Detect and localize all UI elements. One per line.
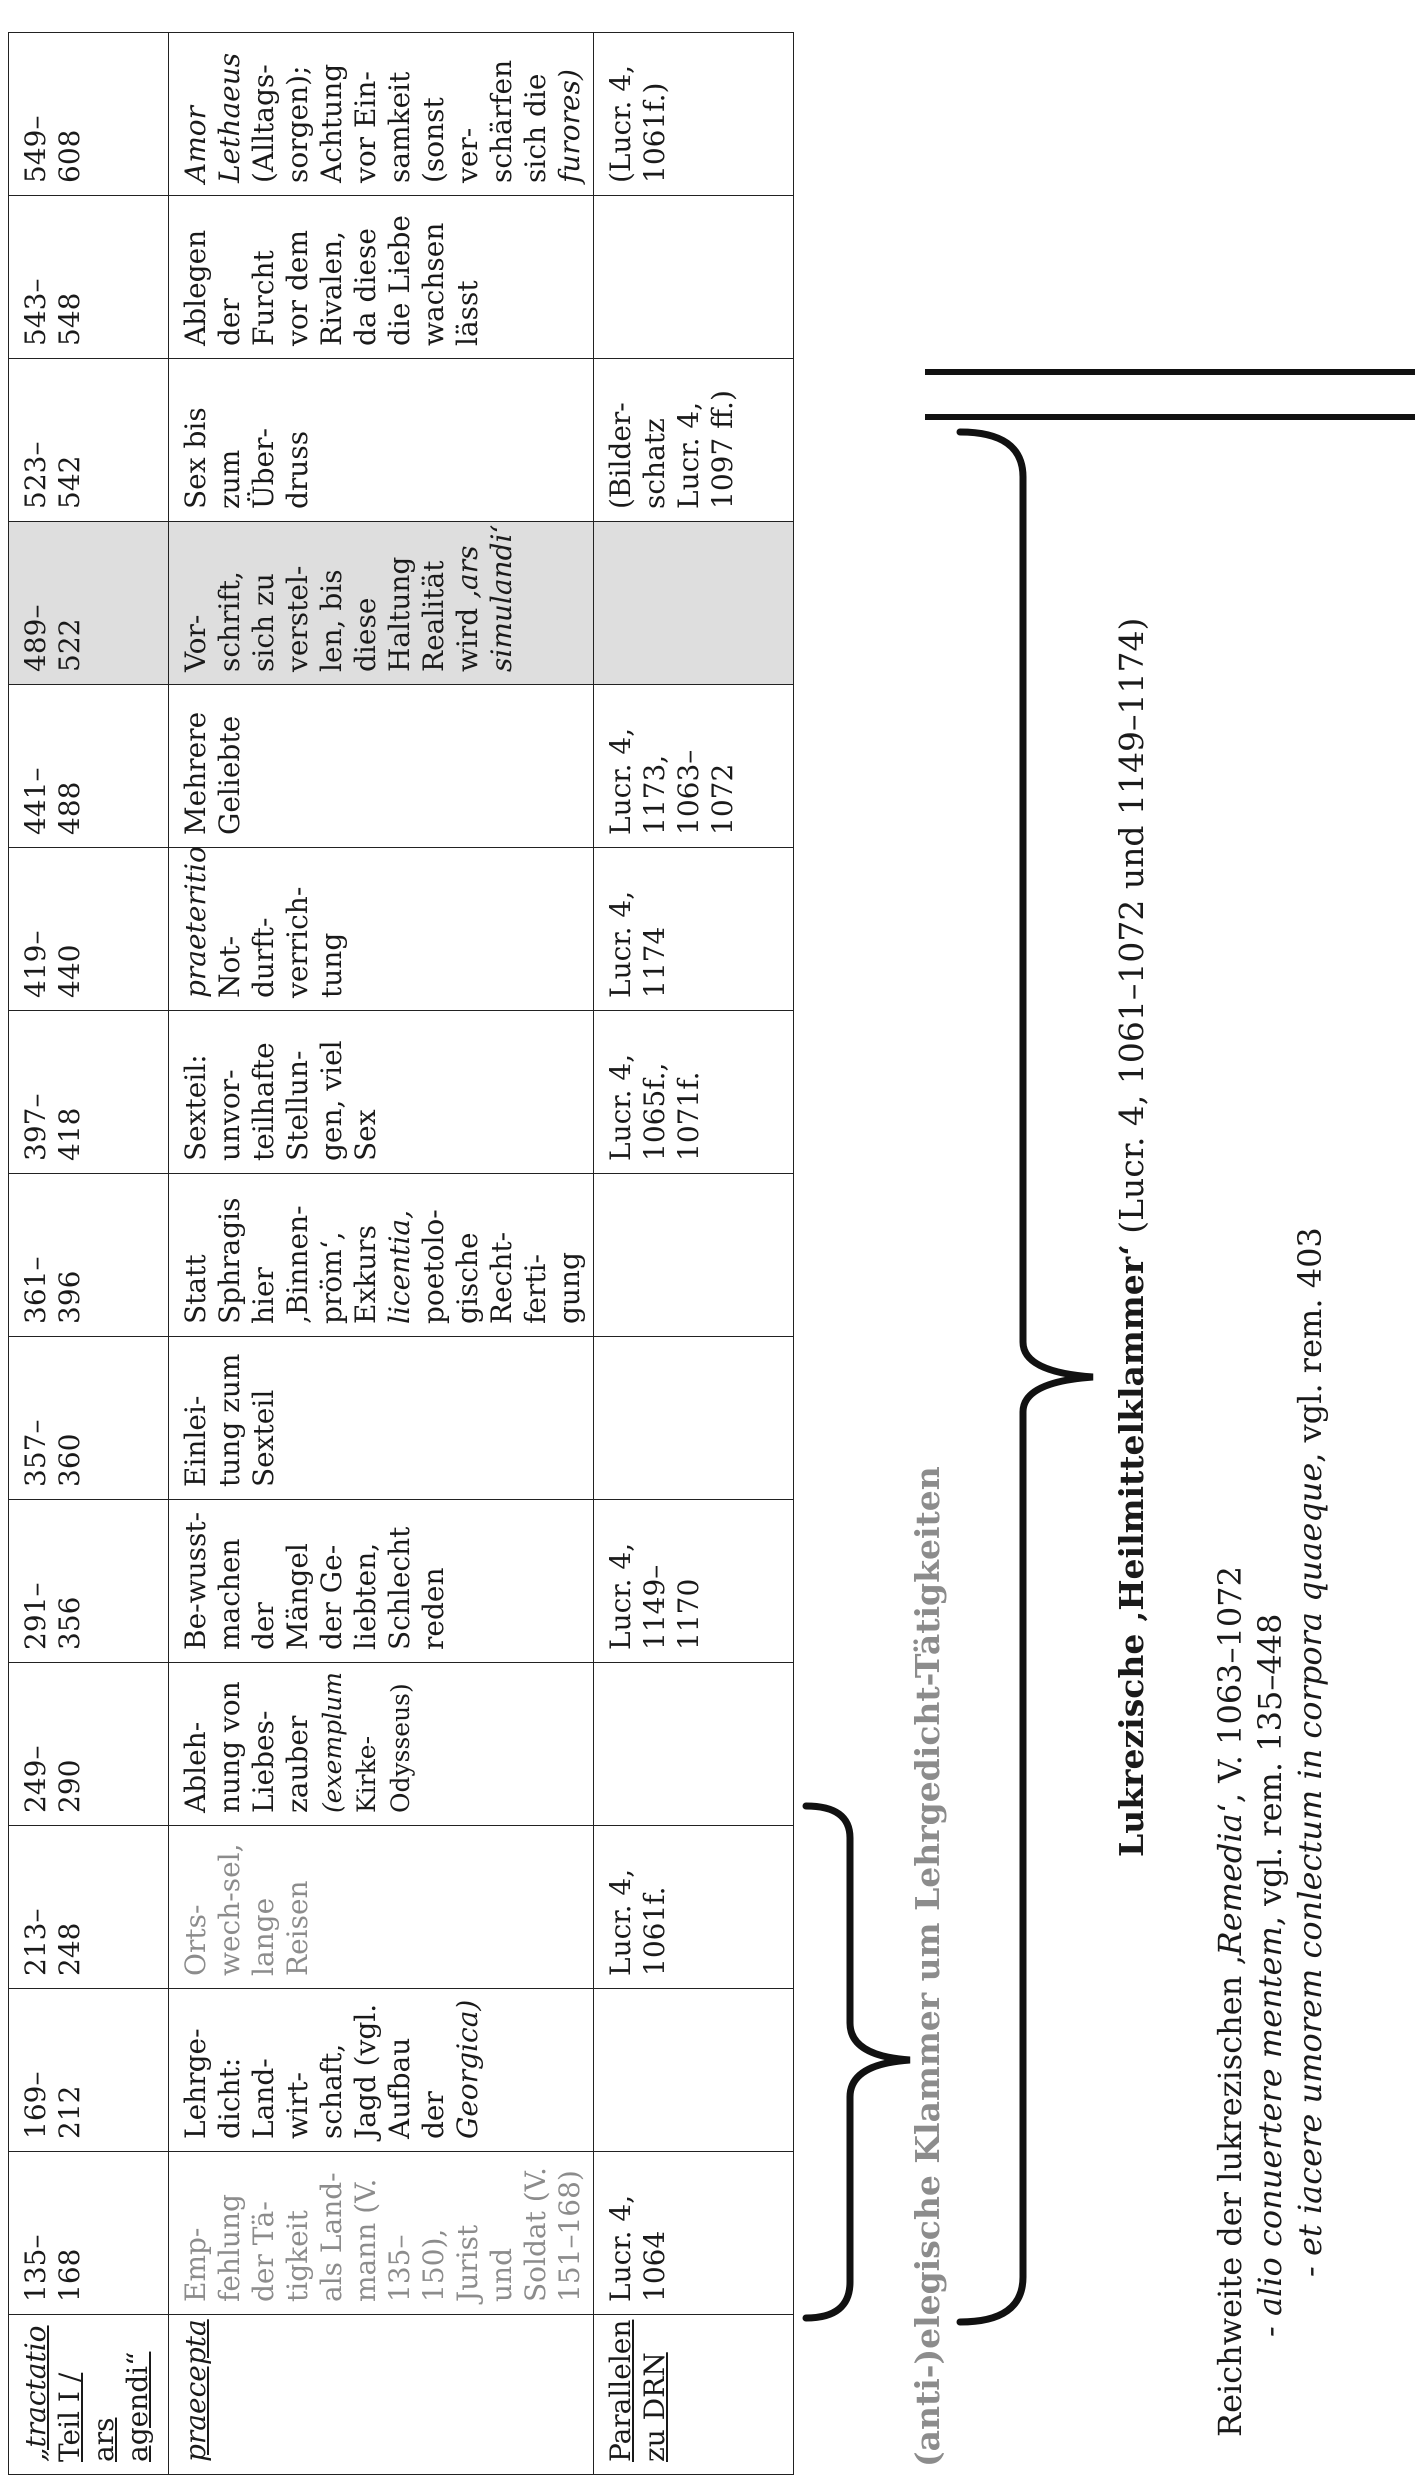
verse-cell: 135– 168: [9, 2152, 169, 2315]
verse-cell: 543– 548: [9, 196, 169, 359]
praecepta-cell: Ableh-nung von Liebes-zauber (exemplum Kirke-Odysseus): [169, 1663, 594, 1826]
parallelen-row: [594, 33, 794, 2475]
parallel-cell: [594, 1663, 794, 1826]
double-rule-line: [925, 414, 1415, 420]
praecepta-cell: Einlei-tung zum Sexteil: [169, 1337, 594, 1500]
lucretian-label-bold: Lukrezische ‚Heilmittelklammer‘: [1112, 1244, 1151, 1857]
double-rule-line: [925, 369, 1415, 375]
praecepta-cell: Amor Lethaeus (Alltags-sorgen); Achtung vor Ein-samkeit (sonst ver-schärfen sich die furores): [169, 33, 594, 196]
verse-cell: 213– 248: [9, 1826, 169, 1989]
praecepta-cell: Sex bis zum Über-druss: [169, 359, 594, 522]
verse-cell: 441– 488: [9, 685, 169, 848]
praecepta-cell: Statt Sphragis hier ‚Binnen-pröm‘, Exkurs licentia, poetolo-gische Recht-ferti-gung: [169, 1174, 594, 1337]
parallel-cell: Lucr. 4, 1064: [594, 2152, 794, 2315]
anti-elegiac-brace: [800, 1802, 920, 2322]
praecepta-cell: Ablegen der Furcht vor dem Rivalen, da diese die Liebe wachsen lässt: [169, 196, 594, 359]
parallel-cell-shaded: [594, 522, 794, 685]
verse-cell: 361– 396: [9, 1174, 169, 1337]
parallel-cell: [594, 196, 794, 359]
verse-cell: 249– 290: [9, 1663, 169, 1826]
praecepta-cell: Sexteil: unvor-teilhafte Stellun-gen, viel Sex: [169, 1011, 594, 1174]
reichweite-line: - et iacere umorem conlectum in corpora quaeque, vgl. rem. 403: [1291, 1227, 1329, 2277]
praecepta-cell: Be-wusst-machen der Mängel der Ge-liebten, Schlecht reden: [169, 1500, 594, 1663]
reichweite-note: [1210, 1137, 1330, 2437]
verse-cell: 169– 212: [9, 1989, 169, 2152]
parallel-cell: Lucr. 4, 1173, 1063–1072: [594, 685, 794, 848]
lucretian-label-rest: (Lucr. 4, 1061–1072 und 1149–1174): [1112, 617, 1151, 1245]
praecepta-cell: praeteritio Not-durft-verrich-tung: [169, 848, 594, 1011]
praecepta-cell: Orts-wech-sel, lange Reisen: [169, 1826, 594, 1989]
parallel-cell: Lucr. 4, 1065f., 1071f.: [594, 1011, 794, 1174]
verse-cell: 291– 356: [9, 1500, 169, 1663]
parallel-cell: Lucr. 4, 1174: [594, 848, 794, 1011]
verse-cell: 397– 418: [9, 1011, 169, 1174]
parallel-cell: Lucr. 4, 1061f.: [594, 1826, 794, 1989]
lucretian-label: [1112, 457, 1151, 1857]
praecepta-row: [169, 33, 594, 2475]
reichweite-line: - alio conuertere mentem, vgl. rem. 135–448: [1251, 1613, 1289, 2337]
anti-elegiac-label: (anti-)elegische Klammer um Lehrgedicht-Tätigkeiten: [908, 1466, 947, 2467]
parallel-cell: [594, 1174, 794, 1337]
praecepta-cell-shaded: Vor-schrift, sich zu verstel-len, bis diese Haltung Realität wird ‚ars simulandi‘: [169, 522, 594, 685]
parallel-cell: (Lucr. 4, 1061f.): [594, 33, 794, 196]
praecepta-cell: Lehrge-dicht: Land-wirt-schaft, Jagd (vgl. Aufbau der Georgica): [169, 1989, 594, 2152]
header-row: [9, 33, 169, 2475]
row-label-parallelen: Parallelen zu DRN: [594, 2315, 794, 2475]
verse-cell: 357– 360: [9, 1337, 169, 1500]
lucretian-brace: [955, 427, 1105, 2327]
tractatio-table: [8, 32, 794, 2475]
reichweite-line: Reichweite der lukrezischen ‚Remedia‘, V. 1063–1072: [1211, 1566, 1249, 2437]
parallel-cell: (Bilder-schatz Lucr. 4, 1097 ff.): [594, 359, 794, 522]
parallel-cell: [594, 1337, 794, 1500]
verse-cell: 419– 440: [9, 848, 169, 1011]
verse-cell: 549– 608: [9, 33, 169, 196]
row-label-tractatio: „tractatio Teil I / ars agendi“: [9, 2315, 169, 2475]
row-label-praecepta: praecepta: [169, 2315, 594, 2475]
praecepta-cell: Mehrere Geliebte: [169, 685, 594, 848]
verse-cell-shaded: 489– 522: [9, 522, 169, 685]
parallel-cell: [594, 1989, 794, 2152]
parallel-cell: Lucr. 4, 1149–1170: [594, 1500, 794, 1663]
praecepta-cell: Emp-fehlung der Tä-tigkeit als Land-mann (V. 135–150), Jurist und Soldat (V. 151–168): [169, 2152, 594, 2315]
verse-cell: 523– 542: [9, 359, 169, 522]
